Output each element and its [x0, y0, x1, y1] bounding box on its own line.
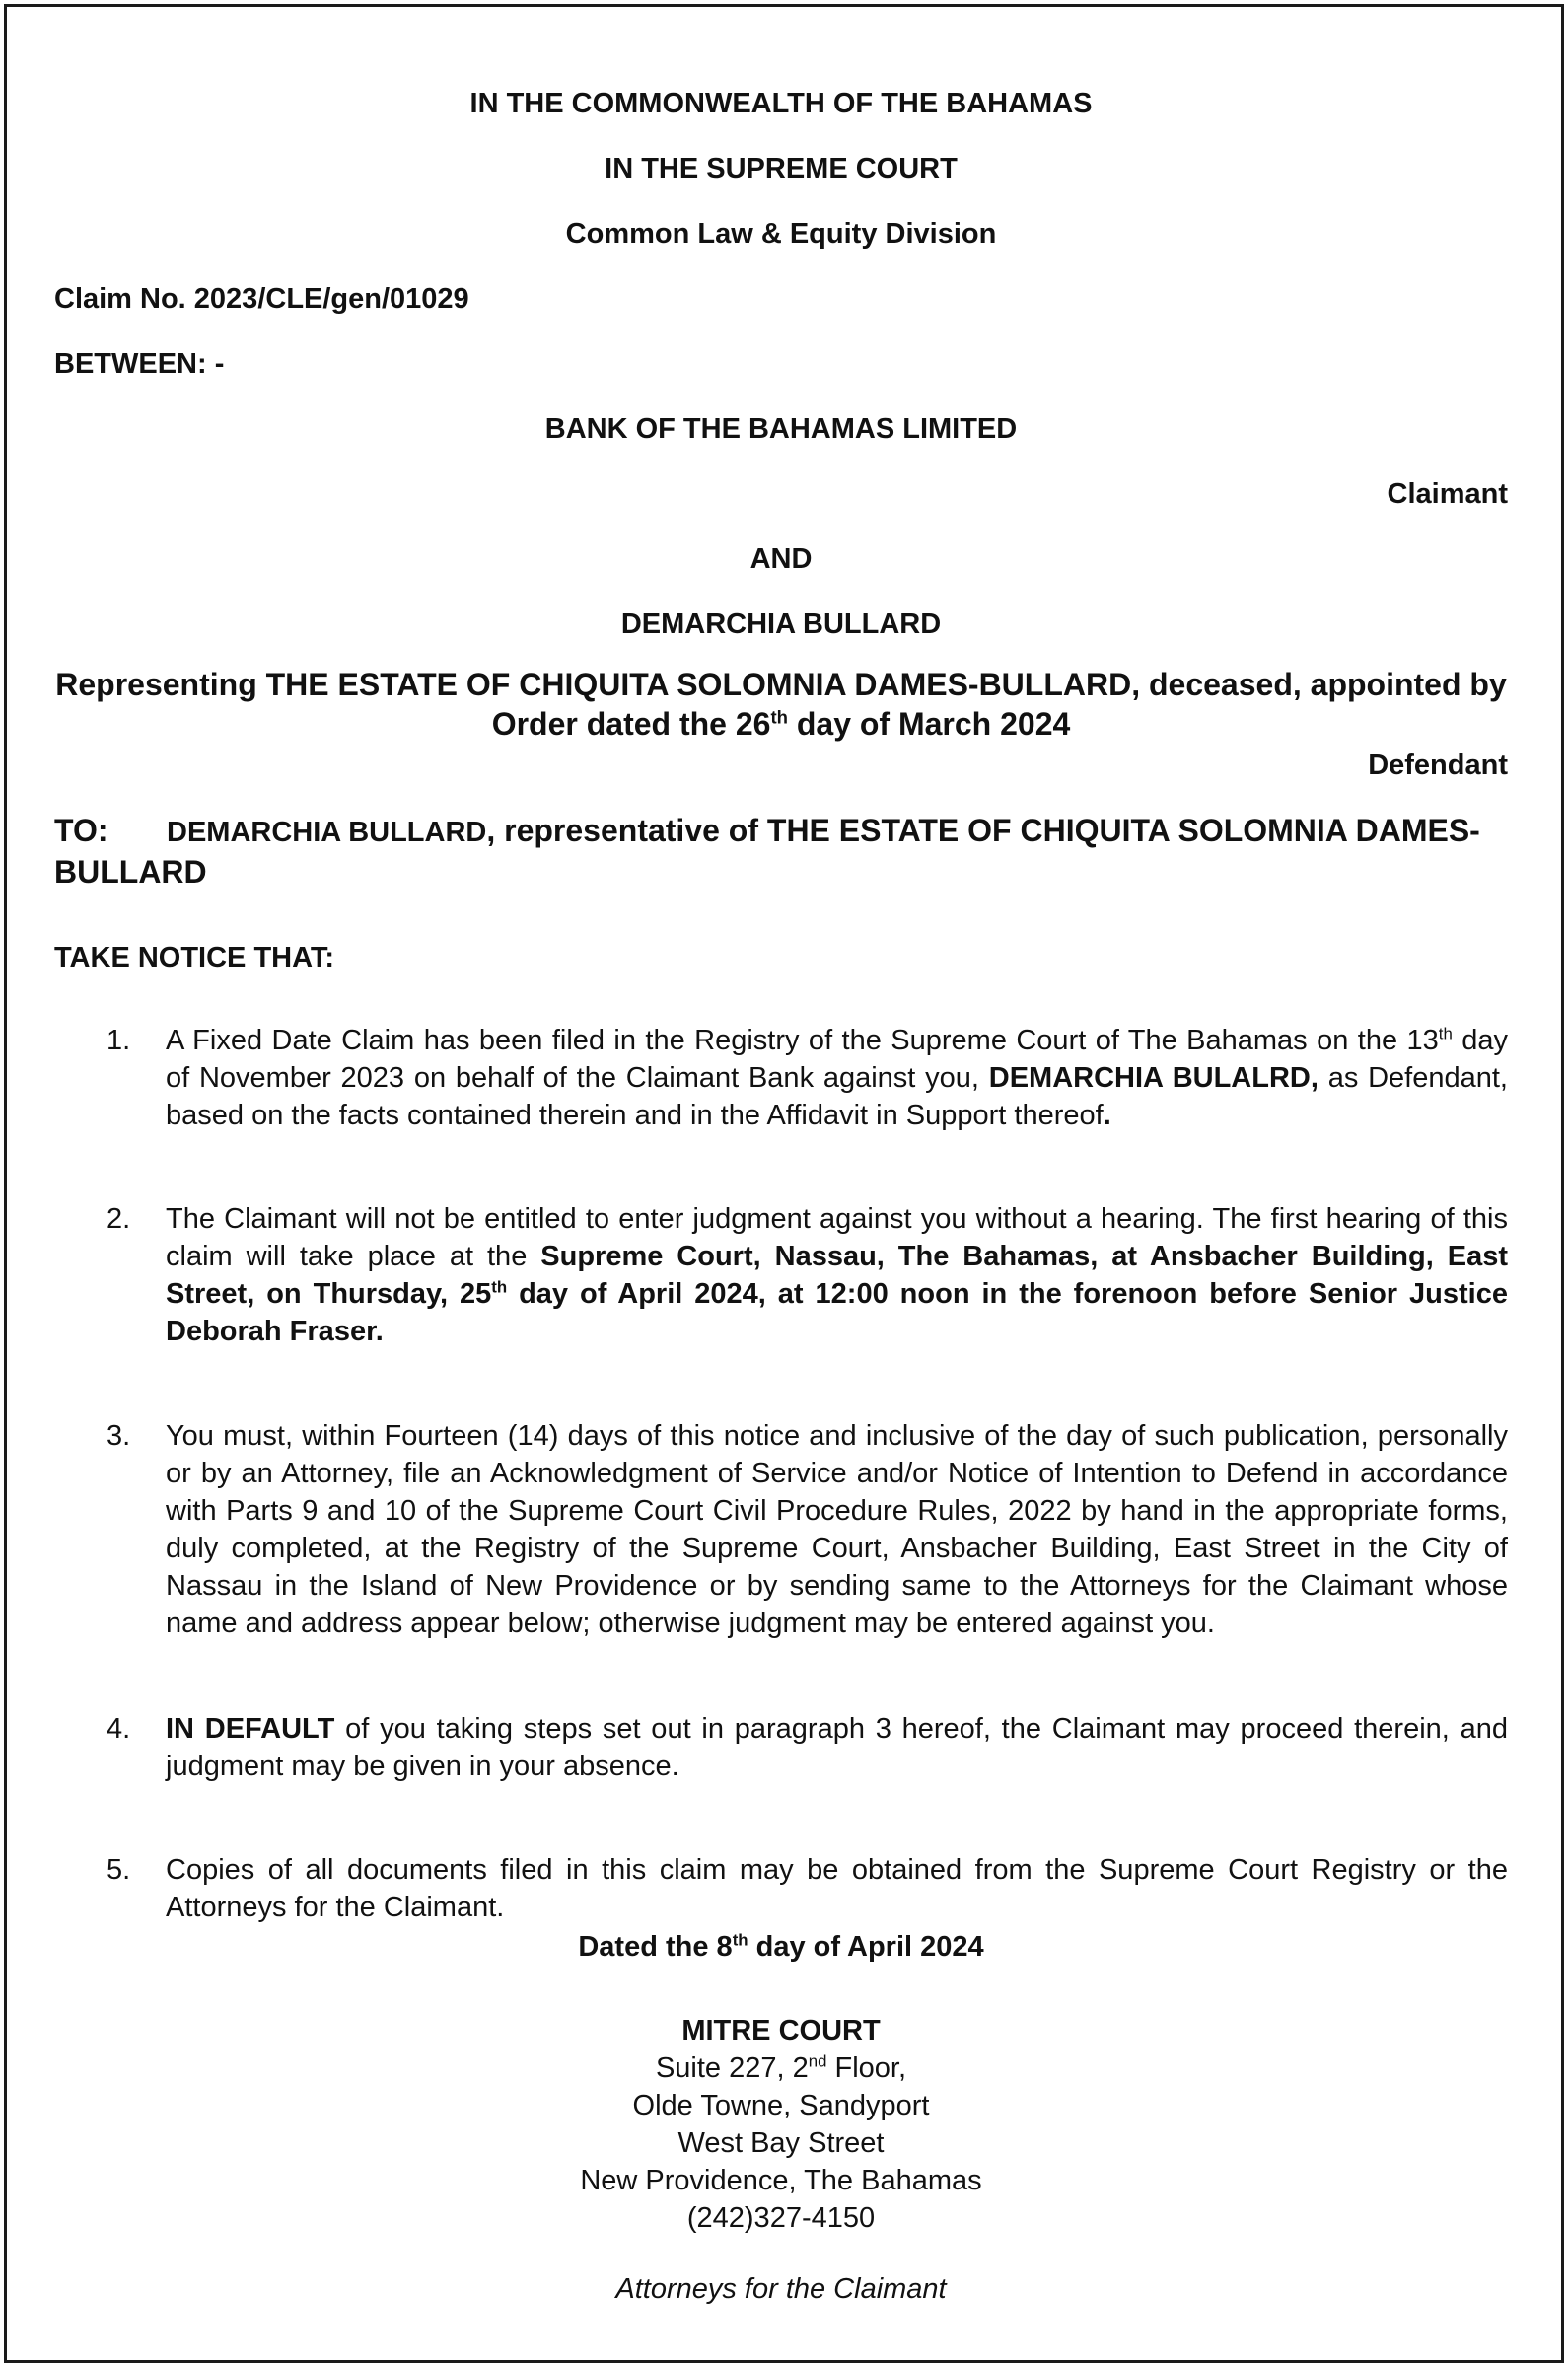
- ordinal-suffix: th: [1438, 1024, 1453, 1043]
- address-line-3: West Bay Street: [677, 2127, 885, 2159]
- address-line-2: Olde Towne, Sandyport: [632, 2090, 930, 2121]
- in-default-bold: IN DEFAULT: [166, 1713, 335, 1745]
- ordinal-suffix: th: [732, 1930, 748, 1950]
- firm-name: MITRE COURT: [681, 2015, 881, 2046]
- ordinal-suffix: th: [770, 706, 788, 728]
- to-line-2: BULLARD: [54, 854, 207, 890]
- to-name: DEMARCHIA BULLARD: [167, 817, 487, 848]
- item-text-part: of you taking steps set out in paragraph 3 hereof, the Claimant may proceed therein, and judgment may be given in your absence.: [166, 1713, 1508, 1782]
- address-suite-text: Suite 227, 2: [655, 2052, 809, 2084]
- claimant-role: Claimant: [1387, 478, 1508, 510]
- item-text-part: The Claimant will not be entitled to enter judgment against you without a hearing. The first hearing of this claim will take place at the: [166, 1203, 1508, 1272]
- ordinal-suffix: nd: [808, 2051, 827, 2071]
- attorney-address-block: [54, 2012, 1508, 2237]
- representing-text: Order dated the 26: [491, 706, 771, 742]
- address-suite-text-end: Floor,: [826, 2052, 907, 2084]
- take-notice-heading: TAKE NOTICE THAT:: [54, 942, 335, 973]
- defendant-name: DEMARCHIA BULLARD: [620, 609, 942, 640]
- representing-line-2: [54, 704, 1508, 744]
- representing-line-1: Representing THE ESTATE OF CHIQUITA SOLOMNIA DAMES-BULLARD, deceased, appointed by: [55, 667, 1507, 702]
- phone-number: (242)327-4150: [686, 2202, 876, 2234]
- to-representative: , representative of THE ESTATE OF CHIQUITA SOLOMNIA DAMES-: [486, 813, 1480, 848]
- attorneys-caption: Attorneys for the Claimant: [615, 2273, 947, 2305]
- item-number: 2.: [107, 1203, 131, 1235]
- dated-line: [54, 1928, 1508, 1966]
- jurisdiction-heading: IN THE COMMONWEALTH OF THE BAHAMAS: [469, 88, 1093, 119]
- to-line-1: [54, 811, 1508, 852]
- item-text: Copies of all documents filed in this claim may be obtained from the Supreme Court Registry or the Attorneys for the Claimant.: [166, 1854, 1508, 1923]
- item-text: You must, within Fourteen (14) days of this notice and inclusive of the day of such publication, personally or by an Attorney, file an Acknowledgment of Service and/or Notice of Intention to Defend in accordance with Parts 9 and 10 of the Supreme Court Civil Procedure Rules, 2022 by hand in the appropriate forms, duly completed, at the Registry of the Supreme Court, Ansbacher Building, East Street in the City of Nassau in the Island of New Providence or by sending same to the Attorneys for the Claimant whose name and address appear below; otherwise judgment may be entered against you.: [166, 1420, 1508, 1639]
- to-label: TO:: [54, 813, 108, 848]
- between-label: BETWEEN: -: [54, 348, 225, 380]
- division-heading: Common Law & Equity Division: [565, 218, 997, 250]
- item-text-part: day of November 2023 on behalf of the Claimant Bank against you,: [166, 1025, 1508, 1094]
- address-line-4: New Providence, The Bahamas: [580, 2165, 982, 2196]
- claimant-name: BANK OF THE BAHAMAS LIMITED: [544, 413, 1018, 445]
- hearing-details-bold: Supreme Court, Nassau, The Bahamas, at Ansbacher Building, East Street, on Thursday, 25: [166, 1241, 1508, 1310]
- defendant-name-bold: DEMARCHIA BULALRD,: [988, 1062, 1319, 1094]
- item-text-part: as Defendant, based on the facts contained therein and in the Affidavit in Support thereof: [166, 1062, 1508, 1131]
- item-text-period: .: [1103, 1100, 1111, 1131]
- notice-content: [54, 0, 1508, 2367]
- item-text: [166, 1022, 1508, 1134]
- item-text: [166, 1710, 1508, 1785]
- ordinal-suffix: th: [491, 1277, 508, 1297]
- defendant-role: Defendant: [1368, 750, 1508, 781]
- item-text: [166, 1200, 1508, 1350]
- address-suite: [54, 2049, 1508, 2087]
- representing-text-end: day of March 2024: [787, 706, 1071, 742]
- item-number: 4.: [107, 1713, 131, 1745]
- dated-text: Dated the 8: [578, 1931, 733, 1963]
- dated-text-end: day of April 2024: [748, 1931, 984, 1963]
- to-addressee: [54, 811, 1508, 892]
- item-text-part: A Fixed Date Claim has been filed in the Registry of the Supreme Court of The Bahamas on the 13: [166, 1025, 1439, 1056]
- claim-number: Claim No. 2023/CLE/gen/01029: [54, 283, 469, 315]
- and-label: AND: [749, 543, 813, 575]
- item-number: 5.: [107, 1854, 131, 1886]
- item-number: 1.: [107, 1025, 131, 1056]
- item-number: 3.: [107, 1420, 131, 1452]
- hearing-details-bold: day of April 2024, at 12:00 noon in the forenoon before Senior Justice Deborah Fraser.: [166, 1278, 1508, 1347]
- court-heading: IN THE SUPREME COURT: [605, 153, 958, 184]
